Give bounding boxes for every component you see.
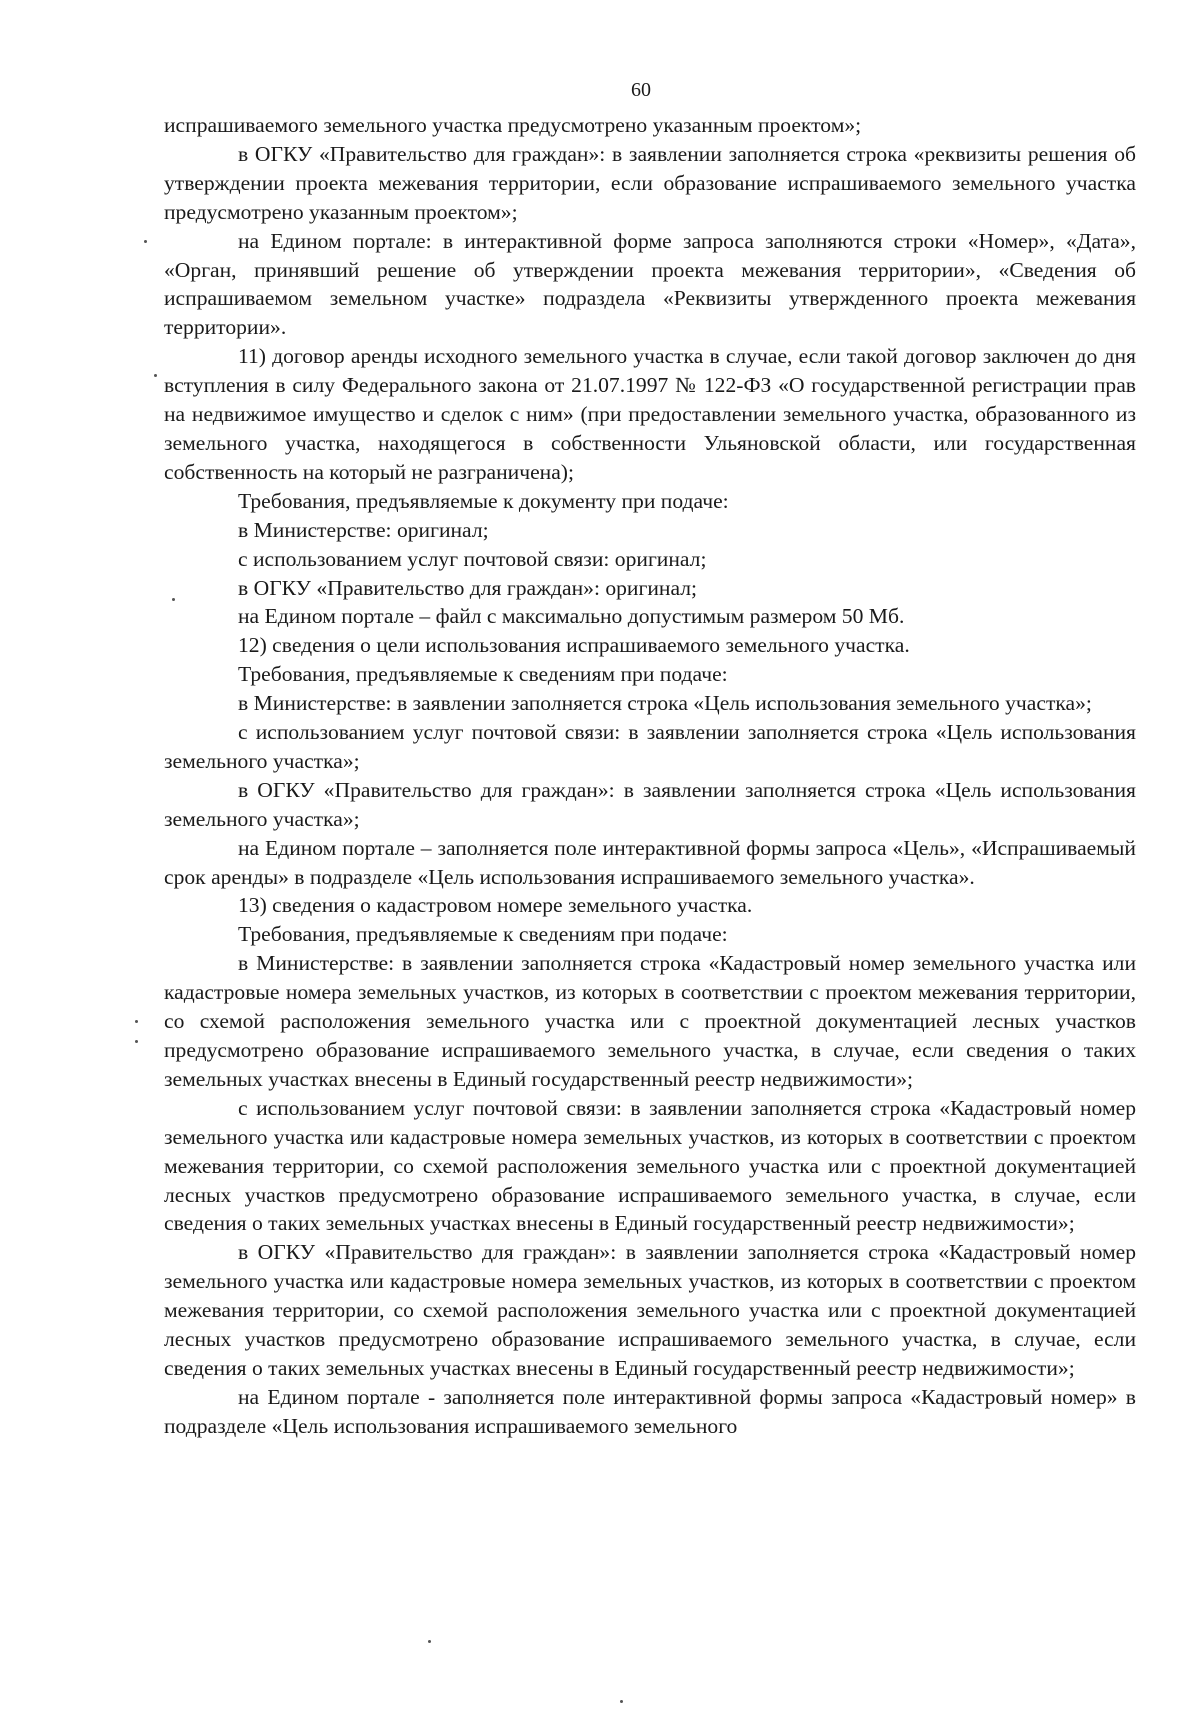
page-number: 60 <box>631 79 651 101</box>
paragraph: в ОГКУ «Правительство для граждан»: в заявлении заполняется строка «Цель использования земельного участка»; <box>164 777 1136 831</box>
scan-speck <box>135 1020 138 1023</box>
paragraph: Требования, предъявляемые к сведениям при подаче: <box>238 922 728 947</box>
paragraph: с использованием услуг почтовой связи: оригинал; <box>238 546 707 571</box>
paragraph: в ОГКУ «Правительство для граждан»: в заявлении заполняется строка «Кадастровый номер земельного участка или кадастровые номера земельных участков, из которых в соответствии с проектом межевания территории, со схемой расположения земельного участка или с проектной документацией лесных участков предусмотрено образование испрашиваемого земельного участка, в случае, если сведения о таких земельных участках внесены в Единый государственный реестр недвижимости»; <box>164 1240 1136 1380</box>
scan-speck <box>172 598 175 601</box>
paragraph: испрашиваемого земельного участка предусмотрено указанным проектом»; <box>164 113 862 137</box>
paragraph: на Едином портале – заполняется поле интерактивной формы запроса «Цель», «Испрашиваемый срок аренды» в подразделе «Цель использования испрашиваемого земельного участка». <box>164 835 1136 889</box>
paragraph: 13) сведения о кадастровом номере земельного участка. <box>238 893 753 918</box>
paragraph: Требования, предъявляемые к документу при подаче: <box>238 488 729 513</box>
paragraph: в ОГКУ «Правительство для граждан»: в заявлении заполняется строка «реквизиты решения об утверждении проекта межевания территории, если образование испрашиваемого земельного участка предусмотрено указанным проектом»; <box>164 141 1136 224</box>
document-body <box>164 111 1136 1441</box>
paragraph: в Министерстве: в заявлении заполняется строка «Цель использования земельного участка»; <box>238 691 1092 716</box>
paragraph: в Министерстве: оригинал; <box>238 517 489 542</box>
paragraph: в Министерстве: в заявлении заполняется строка «Кадастровый номер земельного участка или кадастровые номера земельных участков, из которых в соответствии с проектом межевания территории, со схемой расположения земельного участка или с проектной документацией лесных участков предусмотрено образование испрашиваемого земельного участка, в случае, если сведения о таких земельных участках внесены в Единый государственный реестр недвижимости»; <box>164 951 1136 1091</box>
paragraph: с использованием услуг почтовой связи: в заявлении заполняется строка «Кадастровый номер земельного участка или кадастровые номера земельных участков, из которых в соответствии с проектом межевания территории, со схемой расположения земельного участка или с проектной документацией лесных участков предусмотрено образование испрашиваемого земельного участка, в случае, если сведения о таких земельных участках внесены в Единый государственный реестр недвижимости»; <box>164 1095 1136 1236</box>
scan-speck <box>620 1700 623 1703</box>
scan-speck <box>154 374 157 377</box>
paragraph: Требования, предъявляемые к сведениям при подаче: <box>238 662 728 687</box>
scan-speck <box>428 1640 431 1643</box>
scan-speck <box>135 1040 138 1043</box>
paragraph: в ОГКУ «Правительство для граждан»: оригинал; <box>238 575 698 600</box>
paragraph: на Едином портале: в интерактивной форме запроса заполняются строки «Номер», «Дата», «Орган, принявший решение об утверждении проекта межевания территории», «Сведения об испрашиваемом земельном участке» подраздела «Реквизиты утвержденного проекта межевания территории». <box>164 228 1136 340</box>
paragraph: на Едином портале – файл с максимально допустимым размером 50 Мб. <box>238 604 905 629</box>
scan-speck <box>144 240 147 243</box>
paragraph: 12) сведения о цели использования испрашиваемого земельного участка. <box>238 633 910 658</box>
paragraph: 11) договор аренды исходного земельного участка в случае, если такой договор заключен до дня вступления в силу Федерального закона от 21.07.1997 № 122-ФЗ «О государственной регистрации прав на недвижимое имущество и сделок с ним» (при предоставлении земельного участка, образованного из земельного участка, находящегося в собственности Ульяновской области, или государственная собственность на который не разграничена); <box>164 344 1136 484</box>
paragraph: на Едином портале - заполняется поле интерактивной формы запроса «Кадастровый номер» в подразделе «Цель использования испрашиваемого земельного <box>164 1384 1136 1438</box>
paragraph: с использованием услуг почтовой связи: в заявлении заполняется строка «Цель использования земельного участка»; <box>164 720 1136 773</box>
